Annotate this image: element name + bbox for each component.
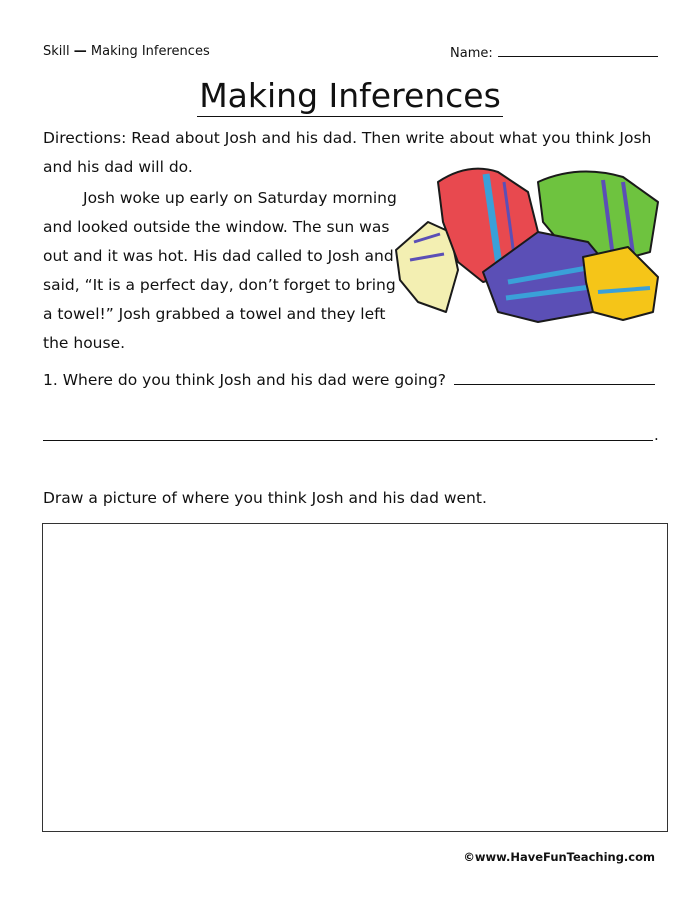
story-text: Josh woke up early on Saturday morning and looked outside the window. The sun was out and it was hot. His dad called to Josh and said, “It is a perfect day, don’t forget to bring a towel!” Josh grabbed a towel and they left the house.: [43, 189, 397, 352]
directions-label: Directions:: [43, 129, 127, 147]
name-label: Name:: [450, 46, 493, 61]
towel-pile-icon: [388, 162, 663, 334]
question-1-text: 1. Where do you think Josh and his dad were going?: [43, 371, 446, 389]
footer-copyright: ©www.HaveFunTeaching.com: [463, 850, 655, 864]
skill-dash: —: [73, 44, 87, 59]
drawing-box[interactable]: [42, 523, 668, 832]
answer-period: .: [654, 426, 659, 444]
story-passage: [43, 184, 403, 358]
page-title-text: Making Inferences: [199, 76, 501, 115]
skill-name: Making Inferences: [90, 44, 210, 59]
directions-text: Read about Josh and his dad. Then write about what you think Josh and his dad will do.: [43, 129, 652, 176]
question-1: [43, 366, 655, 395]
answer-line-2[interactable]: [43, 440, 653, 441]
name-field: [450, 44, 658, 61]
skill-label: [43, 44, 210, 59]
question-1-answer-line[interactable]: [454, 370, 655, 385]
draw-prompt: Draw a picture of where you think Josh and his dad went.: [43, 489, 487, 507]
page-title: [0, 76, 700, 115]
skill-prefix: Skill: [43, 44, 70, 59]
name-write-line[interactable]: [498, 44, 658, 57]
towel-yellow: [583, 247, 658, 320]
